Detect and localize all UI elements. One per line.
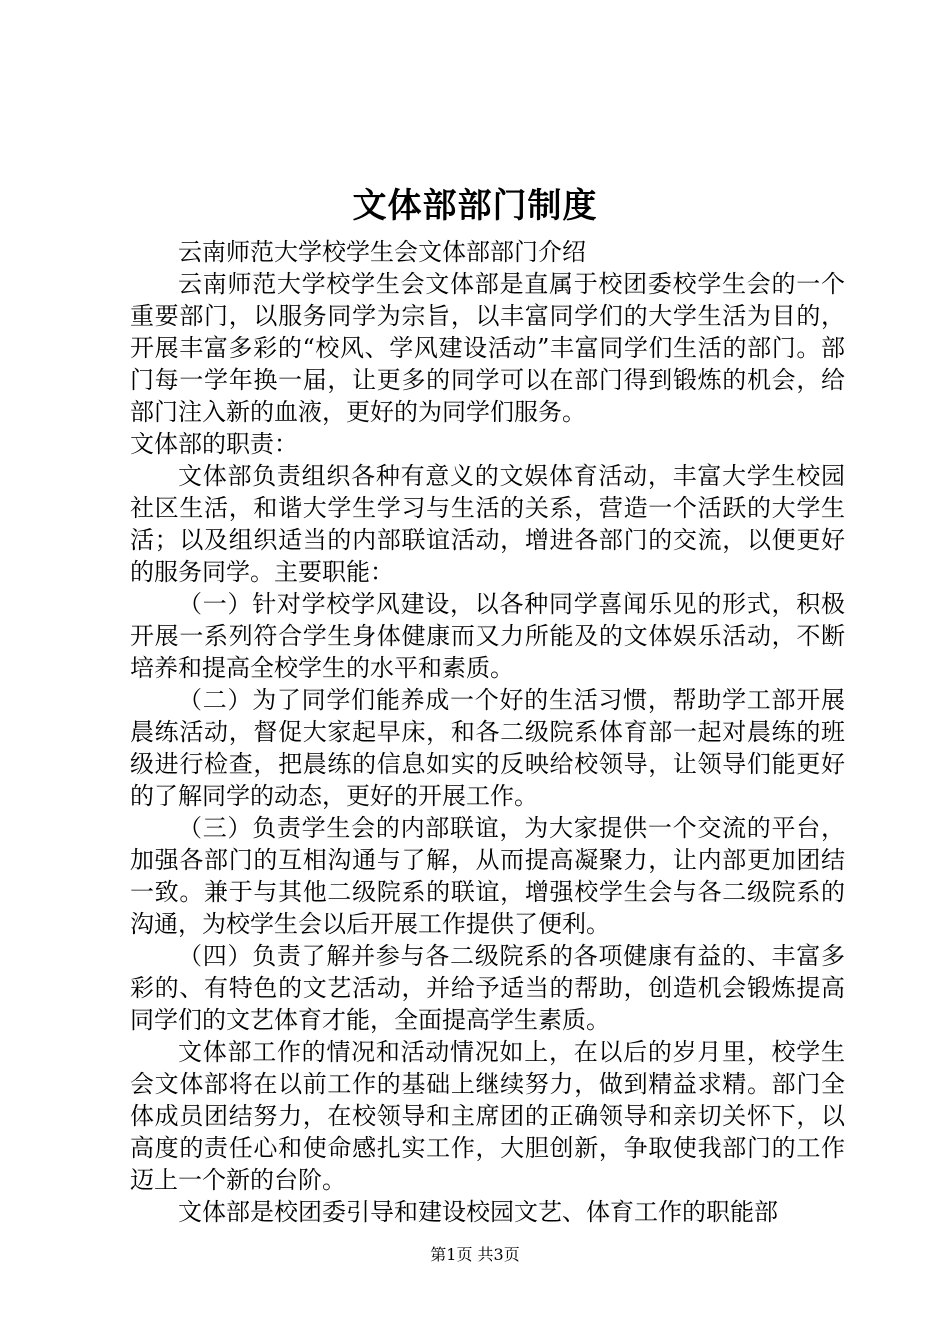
paragraph-duties: 文体部负责组织各种有意义的文娱体育活动，丰富大学生校园社区生活，和谐大学生学习与生活的关系，营造一个活跃的大学生活；以及组织适当的内部联谊活动，增进各部门的交流，以便更好的服务同学。主要职能： (130, 462, 845, 586)
paragraph-item-4: （四）负责了解并参与各二级院系的各项健康有益的、丰富多彩的、有特色的文艺活动，并给予适当的帮助，创造机会锻炼提高同学们的文艺体育才能，全面提高学生素质。 (130, 942, 845, 1034)
paragraph-continued: 文体部是校团委引导和建设校园文艺、体育工作的职能部 (178, 1198, 778, 1226)
page-number: 第1页 共3页 (430, 1245, 520, 1264)
paragraph-intro: 云南师范大学校学生会文体部是直属于校团委校学生会的一个重要部门，以服务同学为宗旨，以丰富同学们的大学生活为目的，开展丰富多彩的“校风、学风建设活动”丰富同学们生活的部门。部门每一学年换一届，让更多的同学可以在部门得到锻炼的机会，给部门注入新的血液，更好的为同学们服务。 (130, 270, 845, 426)
document-title: 文体部部门制度 (352, 186, 598, 226)
paragraph-item-3: （三）负责学生会的内部联谊，为大家提供一个交流的平台，加强各部门的互相沟通与了解，从而提高凝聚力，让内部更加团结一致。兼于与其他二级院系的联谊，增强校学生会与各二级院系的沟通，为校学生会以后开展工作提供了便利。 (130, 814, 845, 938)
paragraph-item-1: （一）针对学校学风建设，以各种同学喜闻乐见的形式，积极开展一系列符合学生身体健康而又力所能及的文体娱乐活动，不断培养和提高全校学生的水平和素质。 (130, 590, 845, 682)
paragraph-summary: 文体部工作的情况和活动情况如上，在以后的岁月里，校学生会文体部将在以前工作的基础上继续努力，做到精益求精。部门全体成员团结努力，在校领导和主席团的正确领导和亲切关怀下，以高度的责任心和使命感扎实工作，大胆创新，争取使我部门的工作迈上一个新的台阶。 (130, 1038, 845, 1194)
paragraph-duties-heading: 文体部的职责： (130, 430, 298, 458)
document-body (130, 236, 845, 1228)
document-subtitle: 云南师范大学校学生会文体部部门介绍 (178, 238, 586, 266)
paragraph-item-2: （二）为了同学们能养成一个好的生活习惯，帮助学工部开展晨练活动，督促大家起早床，和各二级院系体育部一起对晨练的班级进行检查，把晨练的信息如实的反映给校领导，让领导们能更好的了解同学的动态，更好的开展工作。 (130, 686, 845, 810)
